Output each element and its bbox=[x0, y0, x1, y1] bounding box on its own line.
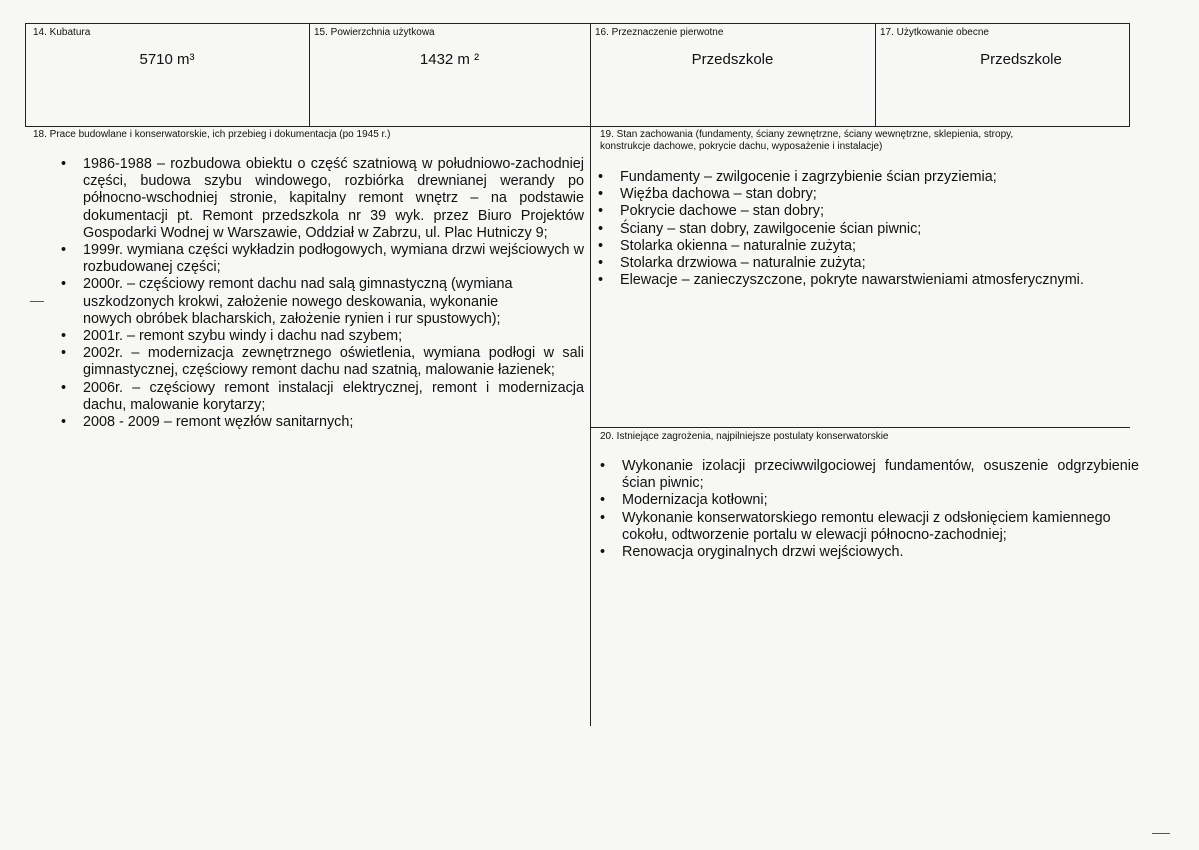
section-20-label: 20. Istniejące zagrożenia, najpilniejsze postulaty konserwatorskie bbox=[600, 431, 889, 442]
threats-list bbox=[594, 458, 1139, 561]
col-divider-main bbox=[590, 23, 591, 726]
top-border bbox=[25, 23, 1130, 24]
section-19-label: 19. Stan zachowania (fundamenty, ściany zewnętrzne, ściany wewnętrzne, sklepienia, stropy, bbox=[600, 129, 1014, 140]
list-item: • Stolarka okienna – naturalnie zużyta; bbox=[592, 238, 1162, 255]
list-item: • 2006r. – częściowy remont instalacji elektrycznej, remont i modernizacja dachu, malowanie korytarzy; bbox=[55, 380, 584, 414]
scan-mark bbox=[30, 301, 44, 302]
list-item: • 1999r. wymiana części wykładzin podłogowych, wymiana drzwi wejściowych w rozbudowanej części; bbox=[55, 242, 584, 276]
list-item: • Wykonanie konserwatorskiego remontu elewacji z odsłonięciem kamiennego cokołu, odtworzenie portalu w elewacji północno-zachodniej; bbox=[594, 510, 1139, 544]
field-16-label: 16. Przeznaczenie pierwotne bbox=[595, 27, 724, 38]
col-divider-1 bbox=[309, 23, 310, 127]
section-19-label-cont: konstrukcje dachowe, pokrycie dachu, wyposażenie i instalacje) bbox=[600, 141, 883, 152]
list-item: • 2000r. – częściowy remont dachu nad salą gimnastyczną (wymiana uszkodzonych krokwi, założenie nowego deskowania, wykonanie nowych obróbek blacharskich, założenie rynien i rur spustowych); bbox=[55, 276, 584, 328]
list-item: • Ściany – stan dobry, zawilgocenie ścian piwnic; bbox=[592, 221, 1162, 238]
row-divider bbox=[25, 126, 1130, 127]
right-border bbox=[1129, 23, 1130, 127]
list-item: • 2002r. – modernizacja zewnętrznego oświetlenia, wymiana podłogi w sali gimnastycznej, częściowy remont dachu nad szatnią, malowanie łazienek; bbox=[55, 345, 584, 379]
list-item: • Stolarka drzwiowa – naturalnie zużyta; bbox=[592, 255, 1162, 272]
list-item: • 2008 - 2009 – remont węzłów sanitarnych; bbox=[55, 414, 584, 431]
field-14-value: 5710 m³ bbox=[139, 51, 195, 68]
field-16-value: Przedszkole bbox=[691, 51, 774, 68]
scan-mark bbox=[1152, 833, 1170, 834]
field-15-value: 1432 m ² bbox=[419, 51, 480, 68]
works-list bbox=[55, 156, 584, 431]
condition-list bbox=[592, 169, 1162, 289]
list-item: • Pokrycie dachowe – stan dobry; bbox=[592, 203, 1162, 220]
list-item: • Elewacje – zanieczyszczone, pokryte nawarstwieniami atmosferycznymi. bbox=[592, 272, 1162, 289]
field-17-value: Przedszkole bbox=[980, 51, 1062, 68]
left-border bbox=[25, 23, 26, 127]
list-item: • Wykonanie izolacji przeciwwilgociowej fundamentów, osuszenie odgrzybienie ścian piwnic; bbox=[594, 458, 1139, 492]
section-20-divider bbox=[591, 427, 1130, 428]
list-item: • Modernizacja kotłowni; bbox=[594, 492, 1139, 509]
field-17-label: 17. Użytkowanie obecne bbox=[880, 27, 989, 38]
list-item: • 2001r. – remont szybu windy i dachu nad szybem; bbox=[55, 328, 584, 345]
col-divider-3 bbox=[875, 23, 876, 127]
section-18-label: 18. Prace budowlane i konserwatorskie, ich przebieg i dokumentacja (po 1945 r.) bbox=[33, 129, 391, 140]
field-15-label: 15. Powierzchnia użytkowa bbox=[314, 27, 435, 38]
list-item: • Renowacja oryginalnych drzwi wejściowych. bbox=[594, 544, 1139, 561]
list-item: • Więźba dachowa – stan dobry; bbox=[592, 186, 1162, 203]
field-14-label: 14. Kubatura bbox=[33, 27, 91, 38]
list-item: • 1986-1988 – rozbudowa obiektu o część szatniową w południowo-zachodniej części, budowa szybu windowego, rozbiórka drewnianej werandy po północno-wschodniej stronie, kapitalny remont wnętrz – na podstawie dokumentacji pt. Remont przedszkola nr 39 wyk. przez Biuro Projektów Gospodarki Wodnej w Warszawie, Oddział w Zabrzu, ul. Plac Hutniczy 9; bbox=[55, 156, 584, 242]
list-item: • Fundamenty – zwilgocenie i zagrzybienie ścian przyziemia; bbox=[592, 169, 1162, 186]
